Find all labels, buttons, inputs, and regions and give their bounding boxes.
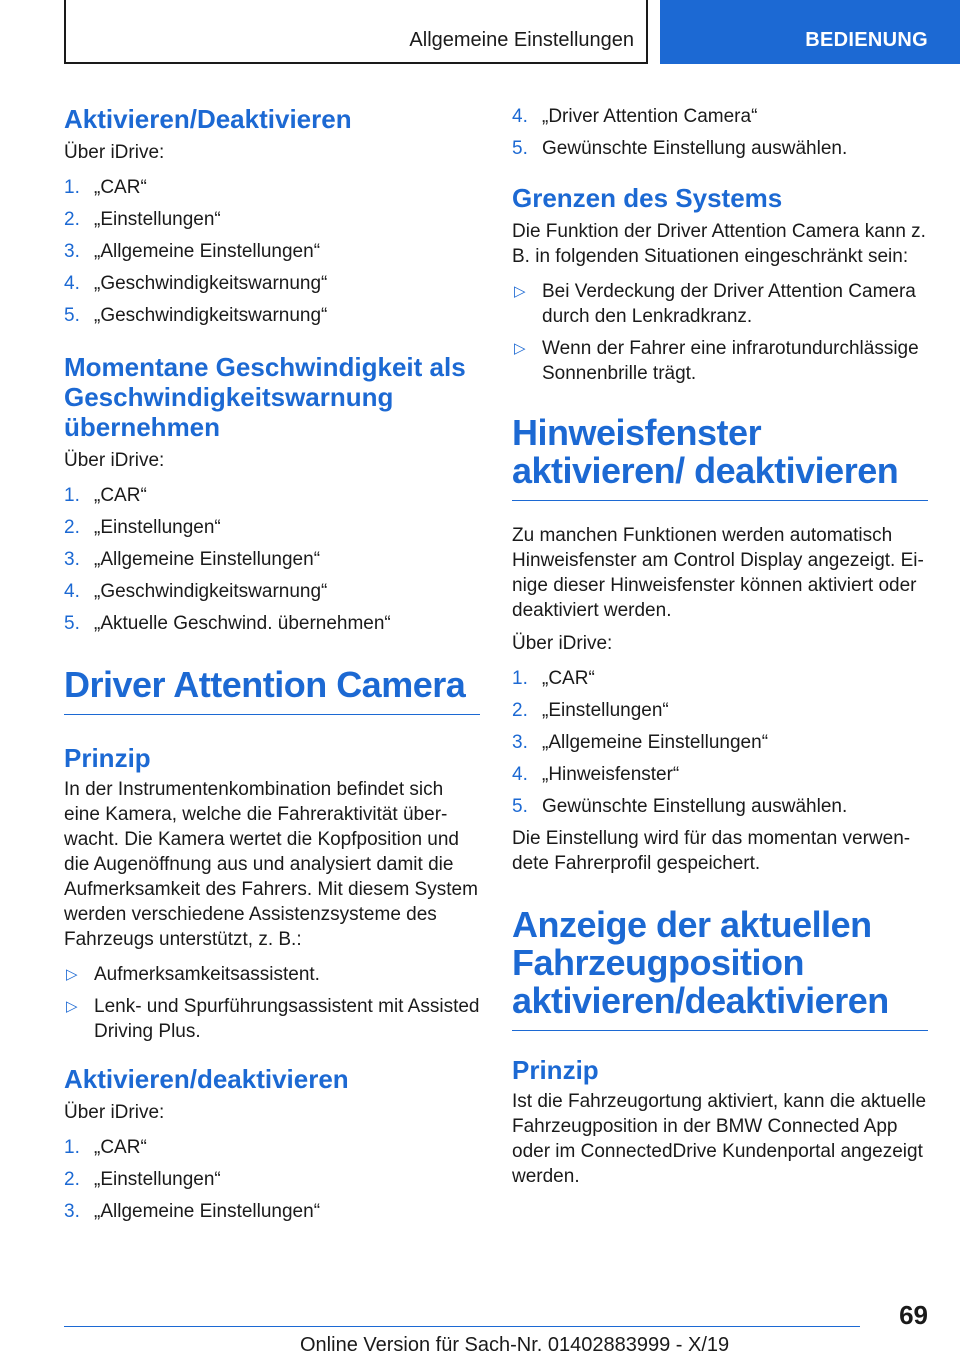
list-item	[64, 207, 480, 232]
list-item	[64, 483, 480, 508]
triangle-bullet-icon: ▷	[514, 283, 526, 300]
intro-text: Über iDrive:	[64, 450, 165, 471]
step-text: „Allgemeine Einstellungen“	[94, 241, 321, 262]
bullet-text: Wenn der Fahrer eine infrarotundurchlässige Sonnenbrille trägt.	[542, 338, 919, 384]
step-text: „Einstellungen“	[94, 517, 221, 538]
list-item	[64, 515, 480, 540]
body-text: Zu manchen Funktionen werden automatisch Hinweisfenster am Control Display angezeigt. Einige dieser Hinweisfenster können aktiviert oder deaktiviert werden.	[512, 525, 924, 621]
bullet-text: Aufmerksamkeitsassistent.	[94, 964, 320, 985]
step-number: 2.	[64, 209, 80, 230]
step-list	[512, 666, 928, 819]
step-list	[64, 175, 480, 328]
list-item	[512, 698, 928, 723]
step-text: „Geschwindigkeitswarnung“	[94, 581, 328, 602]
step-number: 3.	[64, 241, 80, 262]
triangle-bullet-icon: ▷	[66, 998, 78, 1015]
bullet-list	[512, 279, 928, 386]
bullet-text: Bei Verdeckung der Driver Attention Camera durch den Lenkradkranz.	[542, 281, 916, 327]
list-item	[64, 239, 480, 264]
step-text: „Einstellungen“	[542, 700, 669, 721]
triangle-bullet-icon: ▷	[66, 966, 78, 983]
step-text: „Driver Attention Camera“	[542, 106, 758, 127]
body-text: Ist die Fahrzeugortung aktiviert, kann die aktuelle Fahrzeugposition in der BMW Connected App oder im ConnectedDrive Kundenportal angezeigt werden.	[512, 1091, 927, 1187]
step-number: 2.	[512, 700, 528, 721]
list-item	[64, 579, 480, 604]
list-item	[64, 271, 480, 296]
heading-momentane: Momentane Geschwindigkeit als Geschwindigkeitswarnung übernehmen	[64, 352, 466, 442]
list-item	[64, 1199, 480, 1224]
list-item	[64, 547, 480, 572]
step-text: „Geschwindigkeitswarnung“	[94, 273, 328, 294]
step-number: 1.	[512, 668, 528, 689]
list-item	[64, 175, 480, 200]
step-text: „Allgemeine Einstellungen“	[94, 549, 321, 570]
step-number: 4.	[64, 581, 80, 602]
step-number: 3.	[512, 732, 528, 753]
step-list	[512, 104, 928, 161]
step-number: 5.	[64, 305, 80, 326]
list-item	[512, 279, 928, 329]
step-text: „Einstellungen“	[94, 1169, 221, 1190]
step-number: 1.	[64, 177, 80, 198]
list-item	[64, 994, 480, 1044]
list-item	[64, 962, 480, 987]
intro-text: Über iDrive:	[512, 633, 613, 654]
step-text: „Hinweisfenster“	[542, 764, 680, 785]
heading-grenzen: Grenzen des Systems	[512, 183, 783, 213]
step-list	[64, 483, 480, 636]
left-column	[64, 96, 480, 1231]
step-number: 3.	[64, 549, 80, 570]
step-text: „Aktuelle Geschwind. übernehmen“	[94, 613, 391, 634]
step-list	[64, 1135, 480, 1224]
step-number: 5.	[64, 613, 80, 634]
body-text: In der Instrumentenkombination befindet sich eine Kamera, welche die Fahreraktivität überwacht. Die Kamera wertet die Kopfposition und die Augenöffnung aus und analysiert damit die Aufmerksamkeit des Fahrers. Mit diesem System werden verschiedene Assistenzsysteme des Fahrzeugs unterstützt, z. B.:	[64, 779, 478, 950]
body-text: Die Funktion der Driver Attention Camera kann z. B. in folgenden Situationen eingeschränkt sein:	[512, 221, 926, 267]
step-text: „CAR“	[542, 668, 595, 689]
step-text: „CAR“	[94, 177, 147, 198]
step-number: 4.	[512, 764, 528, 785]
heading-aktivieren-deaktivieren: Aktivieren/deaktivieren	[64, 1064, 349, 1094]
heading-driver-attention-camera: Driver Attention Camera	[64, 666, 480, 715]
step-number: 4.	[64, 273, 80, 294]
section-label: BEDIENUNG	[805, 29, 928, 51]
page-number: 69	[899, 1300, 928, 1330]
step-text: „CAR“	[94, 1137, 147, 1158]
section-tab	[660, 0, 960, 64]
list-item	[512, 762, 928, 787]
step-text: Gewünschte Einstellung auswählen.	[542, 138, 848, 159]
step-number: 3.	[64, 1201, 80, 1222]
list-item	[512, 104, 928, 129]
step-number: 1.	[64, 485, 80, 506]
heading-prinzip-2: Prinzip	[512, 1055, 599, 1085]
step-text: „Geschwindigkeitswarnung“	[94, 305, 328, 326]
list-item	[64, 611, 480, 636]
step-number: 4.	[512, 106, 528, 127]
intro-text: Über iDrive:	[64, 1102, 165, 1123]
list-item	[64, 1135, 480, 1160]
step-text: „CAR“	[94, 485, 147, 506]
footer-divider	[64, 1326, 860, 1327]
list-item	[64, 1167, 480, 1192]
step-text: „Allgemeine Einstellungen“	[542, 732, 769, 753]
heading-anzeige-fahrzeugposition: Anzeige der aktuellen Fahrzeugposition aktivieren/deaktivieren	[512, 906, 928, 1031]
step-number: 2.	[64, 517, 80, 538]
header-title: Allgemeine Einstellungen	[409, 29, 634, 51]
list-item	[64, 303, 480, 328]
heading-prinzip: Prinzip	[64, 743, 151, 773]
list-item	[512, 336, 928, 386]
heading-aktivieren: Aktivieren/Deaktivieren	[64, 104, 352, 134]
footer-text: Online Version für Sach-Nr. 01402883999 - X/19	[300, 1334, 730, 1356]
step-text: Gewünschte Einstellung auswählen.	[542, 796, 848, 817]
step-text: „Allgemeine Einstellungen“	[94, 1201, 321, 1222]
list-item	[512, 730, 928, 755]
bullet-list	[64, 962, 480, 1044]
intro-text: Über iDrive:	[64, 142, 165, 163]
step-number: 2.	[64, 1169, 80, 1190]
triangle-bullet-icon: ▷	[514, 340, 526, 357]
bullet-text: Lenk- und Spurführungsassistent mit Assisted Driving Plus.	[94, 996, 480, 1042]
step-number: 5.	[512, 138, 528, 159]
list-item	[512, 794, 928, 819]
step-number: 1.	[64, 1137, 80, 1158]
note-text: Die Einstellung wird für das momentan verwendete Fahrerprofil gespeichert.	[512, 828, 911, 874]
header-bar	[64, 0, 648, 64]
list-item	[512, 136, 928, 161]
step-number: 5.	[512, 796, 528, 817]
step-text: „Einstellungen“	[94, 209, 221, 230]
heading-hinweisfenster: Hinweisfenster aktivieren/ deaktivieren	[512, 414, 928, 501]
right-column	[512, 96, 928, 1189]
list-item	[512, 666, 928, 691]
